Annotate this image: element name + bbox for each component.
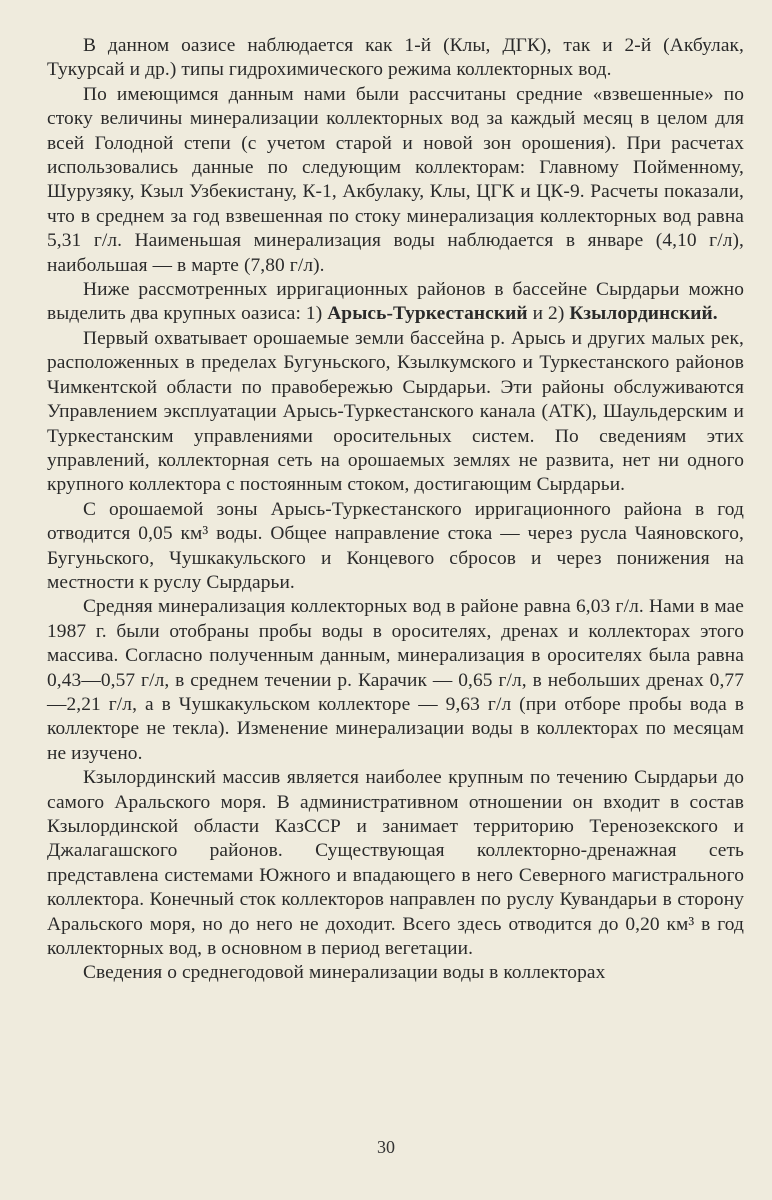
paragraph-3-text-middle: и 2) [527,303,570,325]
paragraph-3-text-before: Ниже рассмотренных ирригационных районов в бассейне Сырдарьи можно выделить два крупных оазиса: 1) [47,279,744,325]
paragraph-8: Сведения о среднегодовой минерализации воды в коллекторах [83,962,606,984]
paragraph-6: Средняя минерализация коллекторных вод в районе равна 6,03 г/л. Нами в мае 1987 г. были отобраны пробы воды в оросителях, дренах и коллекторах этого массива. Согласно полученным данным, минерализация в оросителях была равна 0,43—0,57 г/л, в среднем течении р. Карачик — 0,65 г/л, в небольших дренах 0,77—2,21 г/л, а в Чушкакульском коллекторе — 9,63 г/л (при отборе пробы вода в коллекторе не текла). Изменение минерализации воды в коллекторах по месяцам не изучено. [47,596,744,764]
paragraph-2: По имеющимся данным нами были рассчитаны средние «взвешенные» по стоку величины минерализации коллекторных вод за каждый месяц в целом для всей Голодной степи (с учетом старой и новой зон орошения). При расчетах использовались данные по следующим коллекторам: Главному Пойменному, Шурузяку, Кзыл Узбекистану, К-1, Акбулаку, Клы, ЦГК и ЦК-9. Расчеты показали, что в среднем за год взвешенная по стоку минерализация коллекторных вод равна 5,31 г/л. Наименьшая минерализация воды наблюдается в январе (4,10 г/л), наибольшая — в марте (7,80 г/л). [47,83,744,276]
paragraph-3 [47,278,744,327]
paragraph-1: В данном оазисе наблюдается как 1-й (Клы, ДГК), так и 2-й (Акбулак, Тукурсай и др.) типы гидрохимического режима коллекторных вод. [47,35,744,81]
oasis-name-kzylorda: Кзылординский. [569,303,718,325]
page-number: 30 [377,1137,395,1157]
paragraph-4: Первый охватывает орошаемые земли бассейна р. Арысь и других малых рек, расположенных в пределах Бугуньского, Кзылкумского и Туркестанского районов Чимкентской области по правобережью Сырдарьи. Эти районы обслуживаются Управлением эксплуатации Арысь-Туркестанского канала (АТК), Шаульдерским и Туркестанским управлениями оросительных систем. По сведениям этих управлений, коллекторная сеть на орошаемых землях не развита, нет ни одного крупного коллектора с постоянным стоком, достигающим Сырдарьи. [47,327,744,496]
page-body [47,34,744,986]
paragraph-5: С орошаемой зоны Арысь-Туркестанского ирригационного района в год отводится 0,05 км³ воды. Общее направление стока — через русла Чаяновского, Бугуньского, Чушкакульского и Концевого сбросов и через понижения на местности к руслу Сырдарьи. [47,498,744,593]
paragraph-7: Кзылординский массив является наиболее крупным по течению Сырдарьи до самого Аральского моря. В административном отношении он входит в состав Кзылординской области КазССР и занимает территорию Теренозекского и Джалагашского районов. Существующая коллекторно-дренажная сеть представлена системами Южного и впадающего в него Северного магистрального коллектора. Конечный сток коллекторов направлен по руслу Кувандарьи в сторону Аральского моря, но до него не доходит. Всего здесь отводится до 0,20 км³ в год коллекторных вод, в основном в период вегетации. [47,767,744,960]
oasis-name-arys-turkestan: Арысь-Туркестанский [327,303,528,325]
